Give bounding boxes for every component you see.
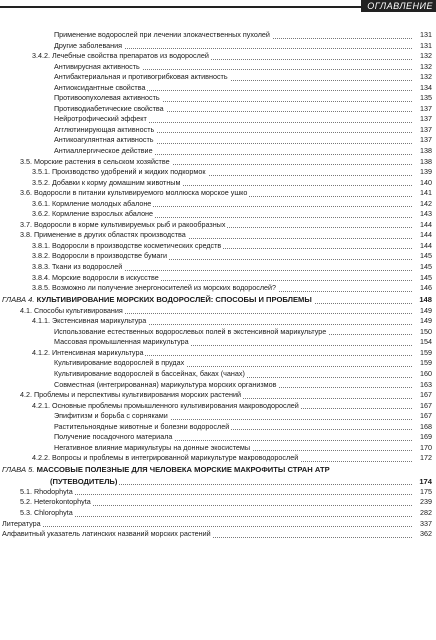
toc-page-number: 138 bbox=[420, 156, 432, 166]
toc-entry[interactable] bbox=[0, 178, 436, 189]
toc-entry-title bbox=[54, 114, 149, 125]
toc-entry-text: Другие заболевания bbox=[54, 40, 123, 50]
running-header bbox=[0, 0, 436, 12]
toc-entry-text: Антиаллергическое действие bbox=[54, 146, 153, 156]
toc-page-number: 140 bbox=[420, 177, 432, 187]
toc-entry-text: Негативное влияние марикультуры на донные экосистемы bbox=[54, 442, 251, 452]
toc-entry-title bbox=[2, 294, 314, 306]
toc-entry-text: 3.8.3. Ткани из водорослей bbox=[32, 262, 123, 272]
toc-entry[interactable] bbox=[0, 337, 436, 348]
toc-page-number: 135 bbox=[420, 93, 432, 103]
toc-entry-text: Антиоксидантные свойства bbox=[54, 82, 146, 92]
toc-entry[interactable] bbox=[0, 83, 436, 94]
toc-entry-title bbox=[32, 251, 169, 262]
toc-entry-title bbox=[32, 178, 182, 189]
toc-entry-text: 3.5.2. Добавки к корму домашним животным bbox=[32, 177, 181, 187]
toc-entry-title bbox=[54, 358, 186, 369]
toc-page-number: 145 bbox=[420, 272, 432, 282]
toc-entry[interactable] bbox=[0, 432, 436, 443]
toc-entry-text: Противодиабетические свойства bbox=[54, 103, 164, 113]
toc-entry-text: Массовая промышленная марикультура bbox=[54, 337, 189, 347]
toc-entry[interactable] bbox=[0, 220, 436, 231]
toc-entry[interactable] bbox=[0, 497, 436, 508]
toc-entry-title bbox=[20, 497, 93, 508]
toc-entry-title bbox=[20, 220, 227, 231]
toc-page-number: 170 bbox=[420, 442, 432, 452]
toc-entry[interactable] bbox=[0, 251, 436, 262]
toc-page-number: 167 bbox=[420, 400, 432, 410]
toc-entry-title bbox=[32, 348, 145, 359]
toc-entry[interactable] bbox=[0, 230, 436, 241]
toc-entry[interactable] bbox=[0, 125, 436, 136]
toc-page-number: 282 bbox=[420, 507, 432, 517]
toc-entry[interactable] bbox=[0, 273, 436, 284]
header-title: ОГЛАВЛЕНИЕ bbox=[361, 0, 436, 12]
toc-page-number: 149 bbox=[420, 316, 432, 326]
toc-page-number: 141 bbox=[420, 188, 432, 198]
toc-entry-text: Эпифитизм и борьба с сорняками bbox=[54, 411, 168, 421]
toc-page-number: 159 bbox=[420, 358, 432, 368]
toc-entry-title bbox=[54, 443, 252, 454]
toc-entry[interactable] bbox=[0, 316, 436, 327]
toc-entry-title bbox=[54, 72, 230, 83]
toc-entry-title bbox=[20, 230, 188, 241]
toc-entry[interactable] bbox=[0, 146, 436, 157]
toc-page-number: 131 bbox=[420, 30, 432, 39]
toc-page-number: 148 bbox=[419, 294, 432, 304]
toc-entry-text: 3.8.4. Морские водоросли в искусстве bbox=[32, 272, 159, 282]
toc-entry-title bbox=[54, 327, 328, 338]
toc-entry[interactable] bbox=[0, 306, 436, 317]
toc-entry-text: Получение посадочного материала bbox=[54, 432, 173, 442]
toc-entry-text: 4.2.1. Основные проблемы промышленного культивирования макроводорослей bbox=[32, 400, 299, 410]
toc-entry-title bbox=[32, 199, 153, 210]
toc-entry[interactable] bbox=[0, 51, 436, 62]
toc-entry[interactable] bbox=[0, 508, 436, 519]
toc-entry-title bbox=[54, 432, 174, 443]
toc-page-number: 159 bbox=[420, 347, 432, 357]
dot-leader bbox=[2, 526, 412, 527]
toc-entry-title bbox=[54, 83, 147, 94]
toc-entry-title bbox=[32, 241, 223, 252]
toc-entry-text: Культивирование водорослей в бассейнах, баках (чанах) bbox=[54, 368, 245, 378]
toc-entry-title bbox=[2, 519, 43, 530]
toc-page-number: 132 bbox=[420, 61, 432, 71]
toc-entry-text: 4.1. Способы культивирования bbox=[20, 305, 123, 315]
toc-entry-title bbox=[32, 262, 124, 273]
toc-page-number: 168 bbox=[420, 421, 432, 431]
toc-entry-text: Антибактериальная и противогрибковая активность bbox=[54, 72, 228, 82]
toc-page-number: 137 bbox=[420, 114, 432, 124]
toc-page-number: 144 bbox=[420, 230, 432, 240]
toc-page-number: 137 bbox=[420, 103, 432, 113]
toc-entry-title bbox=[20, 508, 75, 519]
dot-leader bbox=[20, 494, 412, 495]
toc-entry-title bbox=[54, 62, 142, 73]
toc-entry-text: (ПУТЕВОДИТЕЛЬ) bbox=[50, 476, 118, 486]
toc-entry[interactable] bbox=[0, 283, 436, 294]
toc-entry-text: Агглютинирующая активность bbox=[54, 124, 155, 134]
toc-page-number: 142 bbox=[420, 198, 432, 208]
toc-page-number: 175 bbox=[420, 486, 432, 496]
toc-page-number: 149 bbox=[420, 305, 432, 315]
toc-entry[interactable] bbox=[0, 72, 436, 83]
toc-page-number: 131 bbox=[420, 40, 432, 50]
toc-entry-title bbox=[20, 157, 172, 168]
toc-entry[interactable] bbox=[0, 93, 436, 104]
toc-entry-text: Противоопухолевая активность bbox=[54, 93, 160, 103]
toc-entry-title bbox=[32, 316, 148, 327]
toc-entry-text: Литература bbox=[2, 518, 41, 528]
toc-entry-title bbox=[54, 380, 278, 391]
toc-entry-text: 3.7. Водоросли в корме культивируемых рыб и ракообразных bbox=[20, 219, 226, 229]
toc-entry[interactable] bbox=[0, 422, 436, 433]
toc-page-number: 239 bbox=[420, 497, 432, 507]
toc-entry-title bbox=[2, 529, 213, 540]
toc-entry[interactable] bbox=[0, 294, 436, 306]
toc-entry-text: 3.8.2. Водоросли в производстве бумаги bbox=[32, 251, 168, 261]
toc-entry-title bbox=[54, 41, 124, 52]
toc-page-number: 146 bbox=[420, 283, 432, 293]
toc-page-number: 144 bbox=[420, 219, 432, 229]
toc-page-number: 137 bbox=[420, 135, 432, 145]
toc-page-number: 139 bbox=[420, 167, 432, 177]
toc-page-number: 167 bbox=[420, 411, 432, 421]
table-of-contents bbox=[0, 30, 436, 540]
toc-entry-title bbox=[54, 369, 247, 380]
toc-page-number: 145 bbox=[420, 262, 432, 272]
toc-entry-text: 3.6. Водоросли в питании культивируемого моллюска морское ушко bbox=[20, 188, 248, 198]
toc-entry-text: 5.1. Rhodophyta bbox=[20, 486, 73, 496]
toc-entry-title bbox=[54, 93, 162, 104]
toc-entry-text: Антивирусная активность bbox=[54, 61, 140, 71]
toc-page-number: 137 bbox=[420, 124, 432, 134]
toc-entry-title bbox=[20, 306, 125, 317]
toc-entry[interactable] bbox=[0, 209, 436, 220]
toc-entry[interactable] bbox=[0, 41, 436, 52]
toc-entry-text: 3.6.2. Кормление взрослых абалоне bbox=[32, 209, 154, 219]
toc-page-number: 160 bbox=[420, 368, 432, 378]
toc-entry-title bbox=[54, 125, 156, 136]
toc-page-number: 138 bbox=[420, 146, 432, 156]
toc-entry[interactable] bbox=[0, 62, 436, 73]
toc-page-number: 163 bbox=[420, 379, 432, 389]
toc-page-number: 154 bbox=[420, 337, 432, 347]
toc-entry[interactable] bbox=[0, 464, 436, 476]
toc-entry-text: 5.3. Chlorophyta bbox=[20, 507, 73, 517]
toc-entry-title bbox=[54, 422, 231, 433]
toc-entry-text: 3.6.1. Кормление молодых абалоне bbox=[32, 198, 152, 208]
toc-entry[interactable] bbox=[0, 476, 436, 487]
toc-entry[interactable] bbox=[0, 529, 436, 540]
toc-entry-title bbox=[32, 283, 278, 294]
toc-page-number: 134 bbox=[420, 82, 432, 92]
toc-entry-text: 4.1.1. Экстенсивная марикультура bbox=[32, 316, 147, 326]
toc-entry-title bbox=[20, 188, 249, 199]
toc-entry-text: 3.5. Морские растения в сельском хозяйстве bbox=[20, 156, 170, 166]
toc-entry[interactable] bbox=[0, 104, 436, 115]
toc-entry[interactable] bbox=[0, 369, 436, 380]
toc-entry[interactable] bbox=[0, 262, 436, 273]
toc-entry[interactable] bbox=[0, 453, 436, 464]
toc-entry-title bbox=[20, 390, 243, 401]
toc-entry-text: 3.5.1. Производство удобрений и жидких подкормок bbox=[32, 167, 206, 177]
toc-page-number: 150 bbox=[420, 326, 432, 336]
toc-entry-text: Совместная (интегрированная) марикультура морских организмов bbox=[54, 379, 277, 389]
toc-entry-text: 5.2. Heterokontophyta bbox=[20, 497, 91, 507]
toc-page-number: 172 bbox=[420, 453, 432, 463]
toc-entry-text: КУЛЬТИВИРОВАНИЕ МОРСКИХ ВОДОРОСЛЕЙ: СПОСОБЫ И ПРОБЛЕМЫ bbox=[36, 294, 312, 304]
toc-entry-title bbox=[32, 273, 161, 284]
chapter-number: ГЛАВА 4. bbox=[2, 294, 35, 304]
toc-entry-title bbox=[54, 30, 272, 41]
toc-entry-text: Алфавитный указатель латинских названий морских растений bbox=[2, 529, 211, 539]
dot-leader bbox=[20, 516, 412, 517]
toc-entry[interactable] bbox=[0, 348, 436, 359]
toc-entry-title bbox=[32, 401, 301, 412]
toc-entry-text: Использование естественных водорослевых полей в экстенсивной марикультуре bbox=[54, 326, 327, 336]
toc-entry-text: Применение водорослей при лечении злокачественных пухолей bbox=[54, 30, 270, 39]
toc-entry[interactable] bbox=[0, 380, 436, 391]
toc-entry-text: Антикоагулянтная активность bbox=[54, 135, 154, 145]
toc-entry-text: Растительноядные животные и болезни водорослей bbox=[54, 421, 230, 431]
toc-entry-text: 3.8.1. Водоросли в производстве косметических средств bbox=[32, 240, 222, 250]
toc-entry-title bbox=[2, 464, 332, 476]
toc-page-number: 174 bbox=[419, 476, 432, 486]
toc-entry-text: 4.1.2. Интенсивная марикультура bbox=[32, 347, 144, 357]
toc-entry[interactable] bbox=[0, 401, 436, 412]
toc-entry-text: 3.8. Применение в других областях производства bbox=[20, 230, 186, 240]
toc-entry-title bbox=[32, 453, 300, 464]
toc-page-number: 362 bbox=[420, 529, 432, 539]
toc-entry[interactable] bbox=[0, 443, 436, 454]
toc-entry-text: Нейротрофический эффект bbox=[54, 114, 147, 124]
toc-entry[interactable] bbox=[0, 135, 436, 146]
toc-entry[interactable] bbox=[0, 390, 436, 401]
toc-entry[interactable] bbox=[0, 188, 436, 199]
toc-entry[interactable] bbox=[0, 327, 436, 338]
toc-page-number: 144 bbox=[420, 240, 432, 250]
toc-entry-text: 3.8.5. Возможно ли получение энергоносителей из морских водорослей? bbox=[32, 283, 277, 293]
toc-page-number: 132 bbox=[420, 51, 432, 61]
toc-entry-text: 4.2.2. Вопросы и проблемы в интегрированной марикультуре макроводорослей bbox=[32, 453, 299, 463]
toc-entry-title bbox=[20, 487, 75, 498]
toc-entry-text: 3.4.2. Лечебные свойства препаратов из водорослей bbox=[32, 51, 209, 61]
toc-entry-title bbox=[50, 476, 119, 487]
toc-entry[interactable] bbox=[0, 487, 436, 498]
toc-entry[interactable] bbox=[0, 358, 436, 369]
toc-page-number: 337 bbox=[420, 518, 432, 528]
toc-entry-text: 4.2. Проблемы и перспективы культивирования морских растений bbox=[20, 390, 241, 400]
toc-page-number: 145 bbox=[420, 251, 432, 261]
toc-entry-title bbox=[32, 209, 155, 220]
toc-entry[interactable] bbox=[0, 241, 436, 252]
toc-page-number: 132 bbox=[420, 72, 432, 82]
toc-entry-title bbox=[54, 411, 170, 422]
toc-entry[interactable] bbox=[0, 157, 436, 168]
toc-page-number: 167 bbox=[420, 390, 432, 400]
toc-entry-title bbox=[54, 146, 155, 157]
toc-entry[interactable] bbox=[0, 519, 436, 530]
toc-entry-text: МАССОВЫЕ ПОЛЕЗНЫЕ ДЛЯ ЧЕЛОВЕКА МОРСКИЕ МАКРОФИТЫ СТРАН АТР bbox=[36, 464, 330, 474]
toc-entry[interactable] bbox=[0, 411, 436, 422]
toc-entry-title bbox=[32, 167, 208, 178]
toc-entry[interactable] bbox=[0, 114, 436, 125]
toc-entry-title bbox=[54, 135, 156, 146]
chapter-number: ГЛАВА 5. bbox=[2, 464, 35, 474]
toc-entry-title bbox=[32, 51, 211, 62]
toc-page-number: 143 bbox=[420, 209, 432, 219]
toc-entry[interactable] bbox=[0, 167, 436, 178]
toc-entry[interactable] bbox=[0, 199, 436, 210]
toc-entry-text: Культивирование водорослей в прудах bbox=[54, 358, 185, 368]
toc-entry-title bbox=[54, 337, 191, 348]
toc-entry-title bbox=[54, 104, 166, 115]
toc-entry[interactable] bbox=[0, 30, 436, 41]
toc-page-number: 169 bbox=[420, 432, 432, 442]
